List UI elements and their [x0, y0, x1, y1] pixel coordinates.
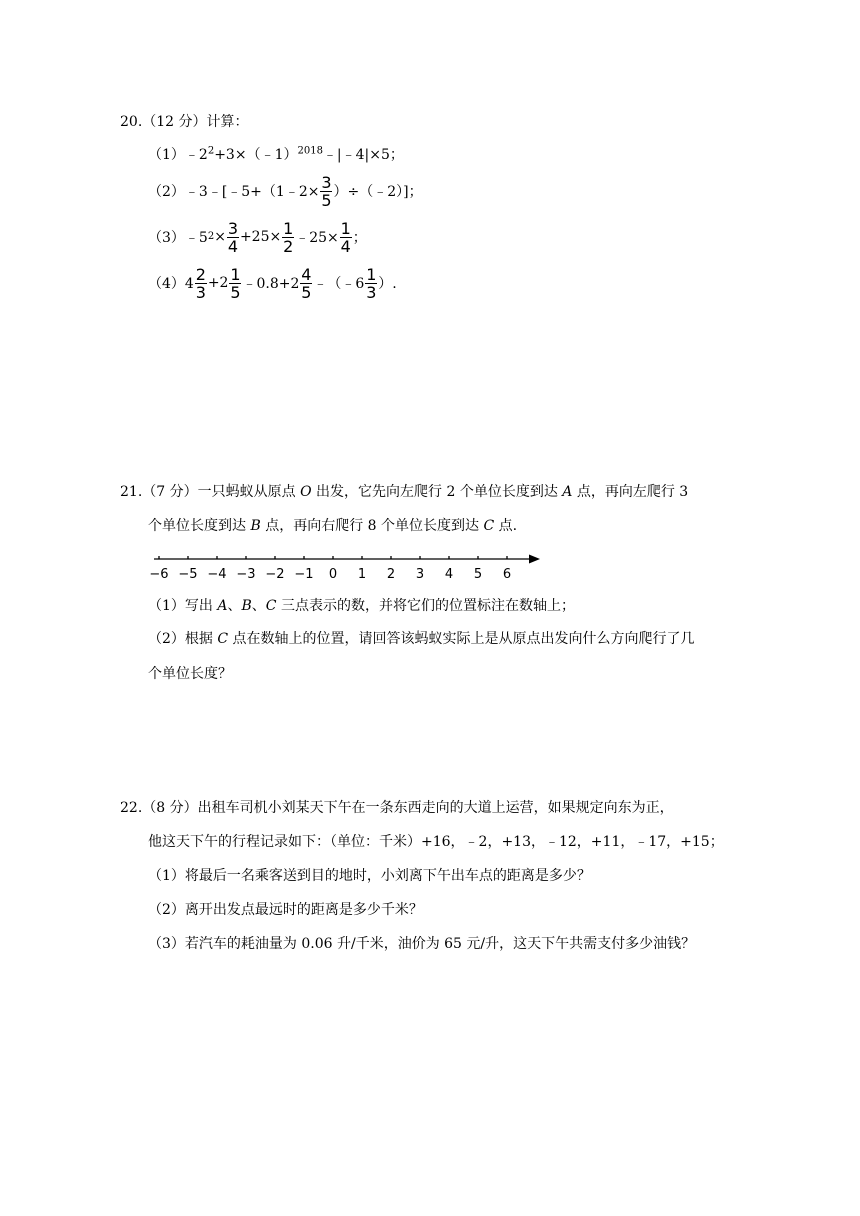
fraction: $\frac{1}{5}$: [230, 264, 241, 302]
fraction: $\frac{1}{3}$: [366, 264, 377, 302]
number-line-label: 6: [502, 567, 512, 582]
number-line-label: −5: [178, 567, 198, 582]
number-line-label: 0: [328, 567, 338, 582]
number-line-label: −6: [149, 567, 169, 582]
q22-text-line-1: 22.（8 分）出租车司机小刘某天下午在一条东西走向的大道上运营，如果规定向东为正，: [120, 800, 674, 816]
q22-sub-1: （1）将最后一名乘客送到目的地时，小刘离下午出车点的距离是多少？: [148, 868, 591, 884]
fraction: $\frac{1}{4}$: [340, 218, 351, 256]
fraction: $\frac{3}{4}$: [227, 218, 239, 256]
q20-part-1: $(1)﹣2^2+3\times(﹣1)^{2018}﹣|﹣4|\times 5$；: [148, 145, 404, 163]
fraction: $\frac{1}{2}$: [283, 218, 294, 256]
q20-heading: 20.（12 分）计算：: [120, 114, 249, 130]
q20-part-4: （4）4 $\frac{2}{3}$ +2 $\frac{1}{5}$ ﹣0.8+2 $\frac{4}{5}$ ﹣（﹣6 $\frac{1}{3}$ ）.: [148, 264, 397, 302]
number-line-label: 2: [386, 567, 396, 582]
number-line-label: −3: [236, 567, 256, 582]
q20-part-3: （3）﹣5 2 × $\frac{3}{4}$ +25× $\frac{1}{2}$ ﹣25× $\frac{1}{4}$ ；: [148, 218, 367, 256]
q21-sub-1: （1）写出 A、B、C 三点表示的数，并将它们的位置标注在数轴上；: [148, 598, 575, 614]
number-line-label: 5: [473, 567, 483, 582]
fraction: $\frac{4}{5}$: [301, 264, 312, 302]
number-line-label: 1: [357, 567, 367, 582]
number-line: [148, 548, 548, 588]
q21-sub-2: （2）根据 C 点在数轴上的位置，请回答该蚂蚁实际上是从原点出发向什么方向爬行了几: [148, 631, 695, 647]
q21-text-line-2: 个单位长度到达 B 点，再向右爬行 8 个单位长度到达 C 点.: [148, 518, 518, 534]
arrow-head-icon: [529, 555, 540, 564]
q21-sub-2-cont: 个单位长度？: [148, 666, 232, 682]
q22-sub-3: （3）若汽车的耗油量为 0.06 升/千米，油价为 65 元/升，这天下午共需支付多少油钱？: [148, 936, 696, 952]
number-line-label: 3: [415, 567, 425, 582]
q20-part-2: （2）﹣3﹣[﹣5+（1﹣2× $\frac{3}{5}$ ）÷（﹣2）]；: [148, 172, 423, 210]
number-line-label: −2: [265, 567, 285, 582]
number-line-label: 4: [444, 567, 454, 582]
fraction: $\frac{2}{3}$: [195, 264, 206, 302]
q22-sub-2: （2）离开出发点最远时的距离是多少千米？: [148, 902, 423, 918]
number-line-label: −4: [207, 567, 227, 582]
q21-text-line-1: 21.（7 分）一只蚂蚁从原点 O 出发，它先向左爬行 2 个单位长度到达 A 点，再向左爬行 3: [120, 484, 689, 500]
fraction: $\frac{3}{5}$: [321, 172, 332, 210]
number-line-label: −1: [294, 567, 314, 582]
q22-text-line-2: 他这天下午的行程记录如下：（单位：千米）+16，﹣2，+13，﹣12，+11，﹣17，+15；: [148, 834, 724, 850]
